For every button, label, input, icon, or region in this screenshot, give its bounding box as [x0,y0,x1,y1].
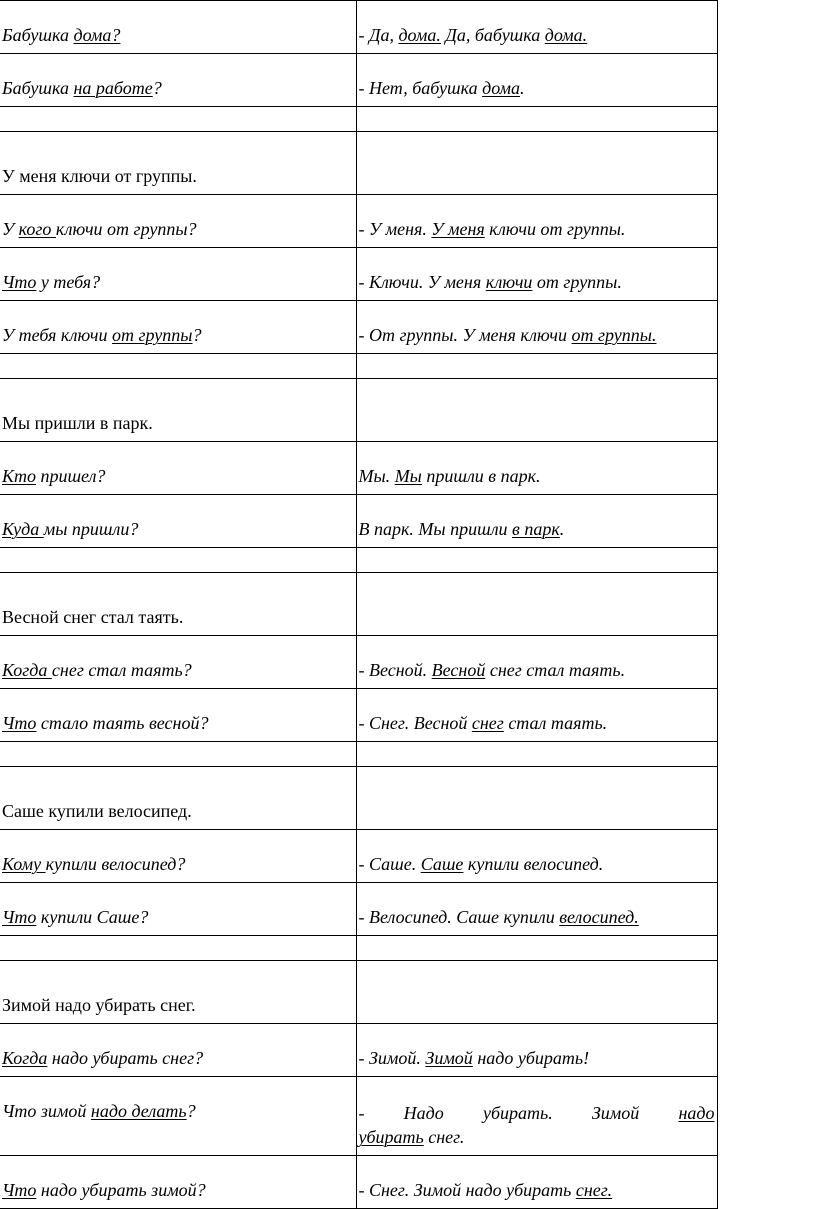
text-run: Мы. [358,466,395,486]
answer-cell [356,1,717,54]
spacer-row [0,742,717,767]
underlined-word: ключи [485,272,533,292]
empty-cell [356,379,717,442]
text-run: надо убирать! [472,1048,590,1068]
underlined-word: Кто [2,466,36,486]
text-run: пришли в парк. [421,466,541,486]
answer-cell [356,248,717,301]
empty-cell [0,742,356,767]
empty-cell [356,548,717,573]
underlined-word: снег [471,713,504,733]
underlined-word: Зимой [425,1048,473,1068]
text-run: - Зимой. [358,1048,426,1068]
underlined-word: Что [2,907,37,927]
underlined-word: на работе [73,78,153,98]
text-run: у тебя? [36,272,101,292]
underlined-word: дома? [73,25,121,45]
base-sentence: Весной снег стал таять. [0,573,356,636]
answer-cell [356,689,717,742]
underlined-word: надо делать [90,1101,187,1121]
text-run: мы пришли? [43,519,139,539]
answer-cell [356,1077,717,1156]
underlined-word: кого [18,219,56,239]
underlined-word: Что [2,272,37,292]
text-run: пришел? [35,466,106,486]
text-run: - Да, [358,25,399,45]
underlined-word: дома [482,78,521,98]
empty-cell [0,354,356,379]
underlined-word: Когда [2,660,52,680]
text-run: У тебя ключи [2,325,113,345]
sentence-row [0,573,717,636]
underlined-word: Мы [394,466,422,486]
underlined-word: дома. [398,25,441,45]
text-run: - Велосипед. Саше купили [358,907,560,927]
text-run: стало таять весной? [36,713,209,733]
sentence-row [0,767,717,830]
text-run: ключи от группы. [484,219,626,239]
question-answer-row [0,54,717,107]
spacer-row [0,107,717,132]
text-run: - У меня. [358,219,432,239]
question-cell [0,248,356,301]
underlined-word: Что [2,1180,37,1200]
empty-cell [356,107,717,132]
text-run: снег стал таять? [51,660,192,680]
question-answer-row [0,636,717,689]
answer-cell [356,1156,717,1209]
answer-line [359,1101,715,1125]
text-run: Да, бабушка [440,25,545,45]
text-run: ? [186,1101,196,1121]
question-answer-row [0,495,717,548]
underlined-word: дома. [544,25,588,45]
answer-cell [356,442,717,495]
question-cell [0,54,356,107]
underlined-word: в парк [512,519,560,539]
underlined-word: убирать [358,1127,424,1147]
question-cell [0,883,356,936]
empty-cell [0,936,356,961]
question-answer-row [0,1077,717,1156]
text-run: В парк. Мы пришли [358,519,513,539]
question-answer-row [0,689,717,742]
answer-line [359,1127,465,1147]
text-run: - Нет, бабушка [358,78,483,98]
text-run: - Надо убирать. Зимой [358,1103,679,1123]
underlined-word: Кому [2,854,46,874]
text-run: - Саше. [358,854,421,874]
text-run: Бабушка [2,25,74,45]
question-answer-row [0,248,717,301]
empty-cell [356,132,717,195]
answer-cell [356,883,717,936]
question-answer-row [0,1,717,54]
text-run: надо убирать зимой? [36,1180,206,1200]
sentence-row [0,961,717,1024]
question-cell [0,301,356,354]
answer-cell [356,1024,717,1077]
question-cell [0,636,356,689]
question-cell [0,830,356,883]
spacer-row [0,354,717,379]
answer-cell [356,495,717,548]
text-run: . [520,78,525,98]
sentence-row [0,132,717,195]
underlined-word: Весной [431,660,486,680]
question-cell [0,195,356,248]
empty-cell [356,354,717,379]
text-run: - От группы. У меня ключи [358,325,572,345]
question-answer-row [0,442,717,495]
underlined-word: надо [678,1103,715,1123]
underlined-word: Саше [420,854,464,874]
question-answer-row [0,301,717,354]
empty-cell [356,767,717,830]
empty-cell [356,936,717,961]
text-run: Что зимой [2,1101,91,1121]
question-cell [0,442,356,495]
question-cell [0,1024,356,1077]
base-sentence: Саше купили велосипед. [0,767,356,830]
text-run: снег стал таять. [485,660,626,680]
empty-cell [356,961,717,1024]
question-answer-row [0,883,717,936]
text-run: надо убирать снег? [47,1048,204,1068]
spacer-row [0,548,717,573]
empty-cell [356,742,717,767]
question-cell [0,1156,356,1209]
question-cell [0,1,356,54]
question-answer-row [0,195,717,248]
empty-cell [356,573,717,636]
text-run: - Весной. [358,660,432,680]
text-run: от группы. [532,272,622,292]
answer-cell [356,636,717,689]
base-sentence: У меня ключи от группы. [0,132,356,195]
text-run: . [559,519,565,539]
text-run: Бабушка [2,78,74,98]
text-run: ? [192,325,202,345]
empty-cell [0,107,356,132]
spacer-row [0,936,717,961]
empty-cell [0,548,356,573]
question-cell [0,1077,356,1156]
text-run: купили велосипед. [463,854,604,874]
underlined-word: велосипед. [559,907,639,927]
sentence-row [0,379,717,442]
base-sentence: Зимой надо убирать снег. [0,961,356,1024]
underlined-word: Куда [2,519,44,539]
text-run: - Снег. Весной [358,713,472,733]
underlined-word: Что [2,713,37,733]
underlined-word: Когда [2,1048,48,1068]
underlined-word: от группы. [571,325,657,345]
text-run: У [2,219,19,239]
text-run: - Ключи. У меня [358,272,486,292]
answer-cell [356,301,717,354]
text-run: стал таять. [503,713,608,733]
question-cell [0,495,356,548]
text-run: ? [152,78,162,98]
base-sentence: Мы пришли в парк. [0,379,356,442]
text-run: купили Саше? [36,907,149,927]
question-answer-row [0,830,717,883]
underlined-word: У меня [431,219,485,239]
answer-cell [356,54,717,107]
text-run: - Снег. Зимой надо убирать [358,1180,576,1200]
text-run: ключи от группы? [55,219,197,239]
question-answer-row [0,1024,717,1077]
text-run: снег. [423,1127,465,1147]
question-answer-row [0,1156,717,1209]
text-run: купили велосипед? [45,854,186,874]
answer-cell [356,830,717,883]
underlined-word: снег. [575,1180,613,1200]
question-cell [0,689,356,742]
answer-cell [356,195,717,248]
underlined-word: от группы [112,325,193,345]
